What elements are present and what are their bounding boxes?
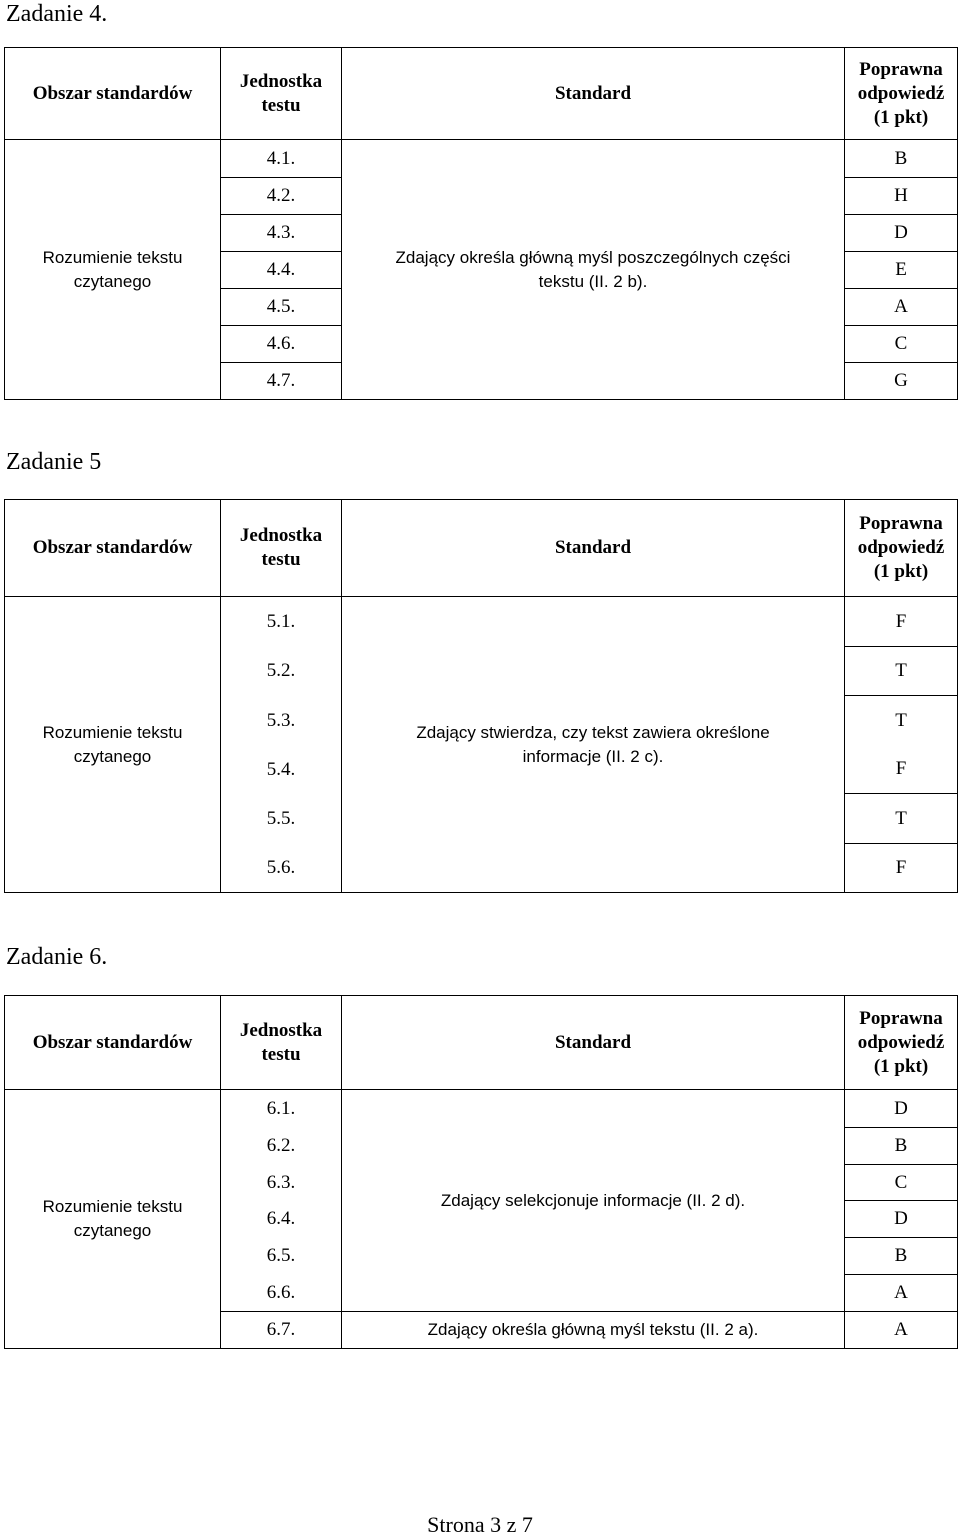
- area-cell: Rozumienie tekstu czytanego: [5, 597, 221, 893]
- unit-cell: 5.6.: [221, 844, 342, 893]
- header-area: Obszar standardów: [5, 500, 221, 597]
- answer-cell: E: [845, 252, 958, 289]
- task4-heading: Zadanie 4.: [6, 1, 108, 27]
- unit-cell: 5.2.: [221, 647, 342, 696]
- unit-cell: 4.6.: [221, 326, 342, 363]
- unit-cell: 5.4.: [221, 746, 342, 794]
- unit-cell: 6.6.: [221, 1275, 342, 1312]
- area-cell: Rozumienie tekstu czytanego: [5, 140, 221, 400]
- answer-cell: F: [845, 597, 958, 647]
- table-row: [5, 1090, 958, 1128]
- header-answer: Poprawna odpowiedź (1 pkt): [845, 500, 958, 597]
- answer-cell: T: [845, 794, 958, 844]
- answer-cell: D: [845, 1201, 958, 1238]
- unit-cell: 6.2.: [221, 1128, 342, 1165]
- answer-cell: B: [845, 140, 958, 178]
- header-unit: Jednostka testu: [221, 48, 342, 140]
- unit-cell: 4.5.: [221, 289, 342, 326]
- answer-cell: D: [845, 215, 958, 252]
- page-footer: Strona 3 z 7: [427, 1512, 533, 1537]
- header-standard: Standard: [342, 996, 845, 1090]
- task5-heading: Zadanie 5: [6, 449, 102, 475]
- task4-table: [4, 47, 958, 400]
- answer-cell: A: [845, 1275, 958, 1312]
- unit-cell: 6.4.: [221, 1201, 342, 1238]
- unit-cell: 6.3.: [221, 1165, 342, 1201]
- header-unit: Jednostka testu: [221, 500, 342, 597]
- task5-header-row: [5, 500, 958, 597]
- header-area: Obszar standardów: [5, 996, 221, 1090]
- answer-cell: B: [845, 1238, 958, 1275]
- unit-cell: 4.7.: [221, 363, 342, 400]
- answer-cell: T: [845, 696, 958, 746]
- standard-cell: Zdający stwierdza, czy tekst zawiera określone informacje (II. 2 c).: [342, 597, 845, 893]
- answer-cell: H: [845, 178, 958, 215]
- answer-cell: F: [845, 844, 958, 893]
- header-standard: Standard: [342, 500, 845, 597]
- header-unit: Jednostka testu: [221, 996, 342, 1090]
- answer-cell: F: [845, 746, 958, 794]
- answer-cell: T: [845, 647, 958, 696]
- task5-table: [4, 499, 958, 893]
- header-area: Obszar standardów: [5, 48, 221, 140]
- answer-cell: B: [845, 1128, 958, 1165]
- standard-cell: Zdający określa główną myśl poszczególnych części tekstu (II. 2 b).: [342, 140, 845, 400]
- unit-cell: 6.1.: [221, 1090, 342, 1128]
- table-row: [5, 140, 958, 178]
- unit-cell: 4.4.: [221, 252, 342, 289]
- table-row: [5, 597, 958, 647]
- answer-cell: A: [845, 1312, 958, 1349]
- unit-cell: 4.3.: [221, 215, 342, 252]
- unit-cell: 5.5.: [221, 794, 342, 844]
- unit-cell: 5.1.: [221, 597, 342, 647]
- unit-cell: 6.7.: [221, 1312, 342, 1349]
- answer-cell: D: [845, 1090, 958, 1128]
- unit-cell: 4.2.: [221, 178, 342, 215]
- task6-table: [4, 995, 958, 1349]
- task6-header-row: [5, 996, 958, 1090]
- unit-cell: 4.1.: [221, 140, 342, 178]
- task4-header-row: [5, 48, 958, 140]
- header-answer: Poprawna odpowiedź (1 pkt): [845, 48, 958, 140]
- standard-cell: Zdający określa główną myśl tekstu (II. 2 a).: [342, 1312, 845, 1349]
- task6-heading: Zadanie 6.: [6, 944, 108, 970]
- answer-cell: A: [845, 289, 958, 326]
- answer-cell: C: [845, 326, 958, 363]
- answer-cell: G: [845, 363, 958, 400]
- unit-cell: 5.3.: [221, 696, 342, 746]
- header-answer: Poprawna odpowiedź (1 pkt): [845, 996, 958, 1090]
- header-standard: Standard: [342, 48, 845, 140]
- answer-cell: C: [845, 1165, 958, 1201]
- area-cell: Rozumienie tekstu czytanego: [5, 1090, 221, 1349]
- standard-cell: Zdający selekcjonuje informacje (II. 2 d).: [342, 1090, 845, 1312]
- unit-cell: 6.5.: [221, 1238, 342, 1275]
